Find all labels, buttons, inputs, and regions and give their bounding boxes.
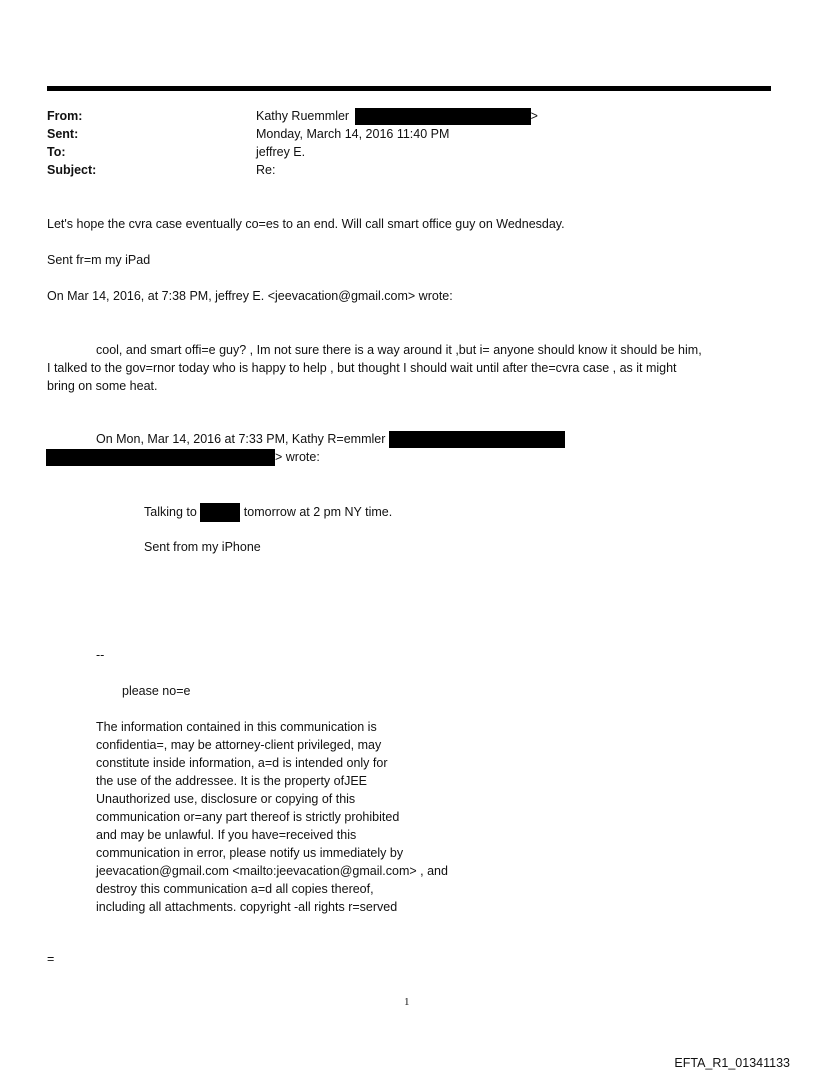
reply-line: Let's hope the cvra case eventually co=es to an end. Will call smart office guy on Wednesday. <box>47 217 565 231</box>
disclaimer-line: including all attachments. copyright -all rights r=served <box>96 900 398 914</box>
to-value: jeffrey E. <box>256 145 306 159</box>
quote2-header-text: On Mon, Mar 14, 2016 at 7:33 PM, Kathy R=emmler <box>96 432 386 446</box>
disclaimer-line: and may be unlawful. If you have=received this <box>96 828 357 842</box>
header-rule <box>47 86 771 91</box>
disclaimer-line: Unauthorized use, disclosure or copying of this <box>96 792 356 806</box>
quote1-header: On Mar 14, 2016, at 7:38 PM, jeffrey E. <jeevacation@gmail.com> wrote: <box>47 289 453 303</box>
quote2-header-wrote: > wrote: <box>275 450 320 464</box>
from-value <box>256 108 538 125</box>
redaction-block <box>46 449 275 466</box>
redaction-block <box>355 108 531 125</box>
from-suffix: > <box>530 109 538 123</box>
sent-value: Monday, March 14, 2016 11:40 PM <box>256 127 450 141</box>
sent-label: Sent: <box>47 127 79 141</box>
from-label: From: <box>47 109 83 123</box>
redaction-block <box>389 431 565 448</box>
from-name: Kathy Ruemmler <box>256 109 350 123</box>
document-id: EFTA_R1_01341133 <box>674 1056 790 1070</box>
talking-text-a: Talking to <box>144 504 197 519</box>
redaction-block <box>200 503 240 522</box>
quote1-line: I talked to the gov=rnor today who is happy to help , but thought I should wait until after the=cvra case , as it might <box>47 361 677 375</box>
disclaimer-line: destroy this communication a=d all copies thereof, <box>96 882 374 896</box>
disclaimer-line: constitute inside information, a=d is intended only for <box>96 756 388 770</box>
sent-from-iphone: Sent from my iPhone <box>144 540 261 554</box>
signature-dashes: -- <box>96 648 105 662</box>
trailing-equals: = <box>47 952 55 966</box>
disclaimer <box>96 718 448 916</box>
quote1-line: bring on some heat. <box>47 379 158 393</box>
quote2-header-line2 <box>46 449 320 466</box>
signature-note: please no=e <box>122 684 191 698</box>
to-label: To: <box>47 145 66 159</box>
talking-text-b: tomorrow at 2 pm NY time. <box>243 504 393 519</box>
disclaimer-line: the use of the addressee. It is the property ofJEE <box>96 774 367 788</box>
quote2-header-line1 <box>96 431 565 448</box>
sent-from-ipad: Sent fr=m my iPad <box>47 253 151 267</box>
disclaimer-line: confidentia=, may be attorney-client privileged, may <box>96 738 382 752</box>
disclaimer-line: communication or=any part thereof is strictly prohibited <box>96 810 400 824</box>
disclaimer-line: The information contained in this communication is <box>96 720 377 734</box>
page-number: 1 <box>404 996 410 1008</box>
disclaimer-line: jeevacation@gmail.com <mailto:jeevacation@gmail.com> , and <box>96 864 448 878</box>
quote2-talking <box>144 503 392 522</box>
quote1-line: cool, and smart offi=e guy? , Im not sure there is a way around it ,but i= anyone should know it should be him, <box>96 343 702 357</box>
disclaimer-line: communication in error, please notify us immediately by <box>96 846 404 860</box>
subject-value: Re: <box>256 163 276 177</box>
subject-label: Subject: <box>47 163 97 177</box>
